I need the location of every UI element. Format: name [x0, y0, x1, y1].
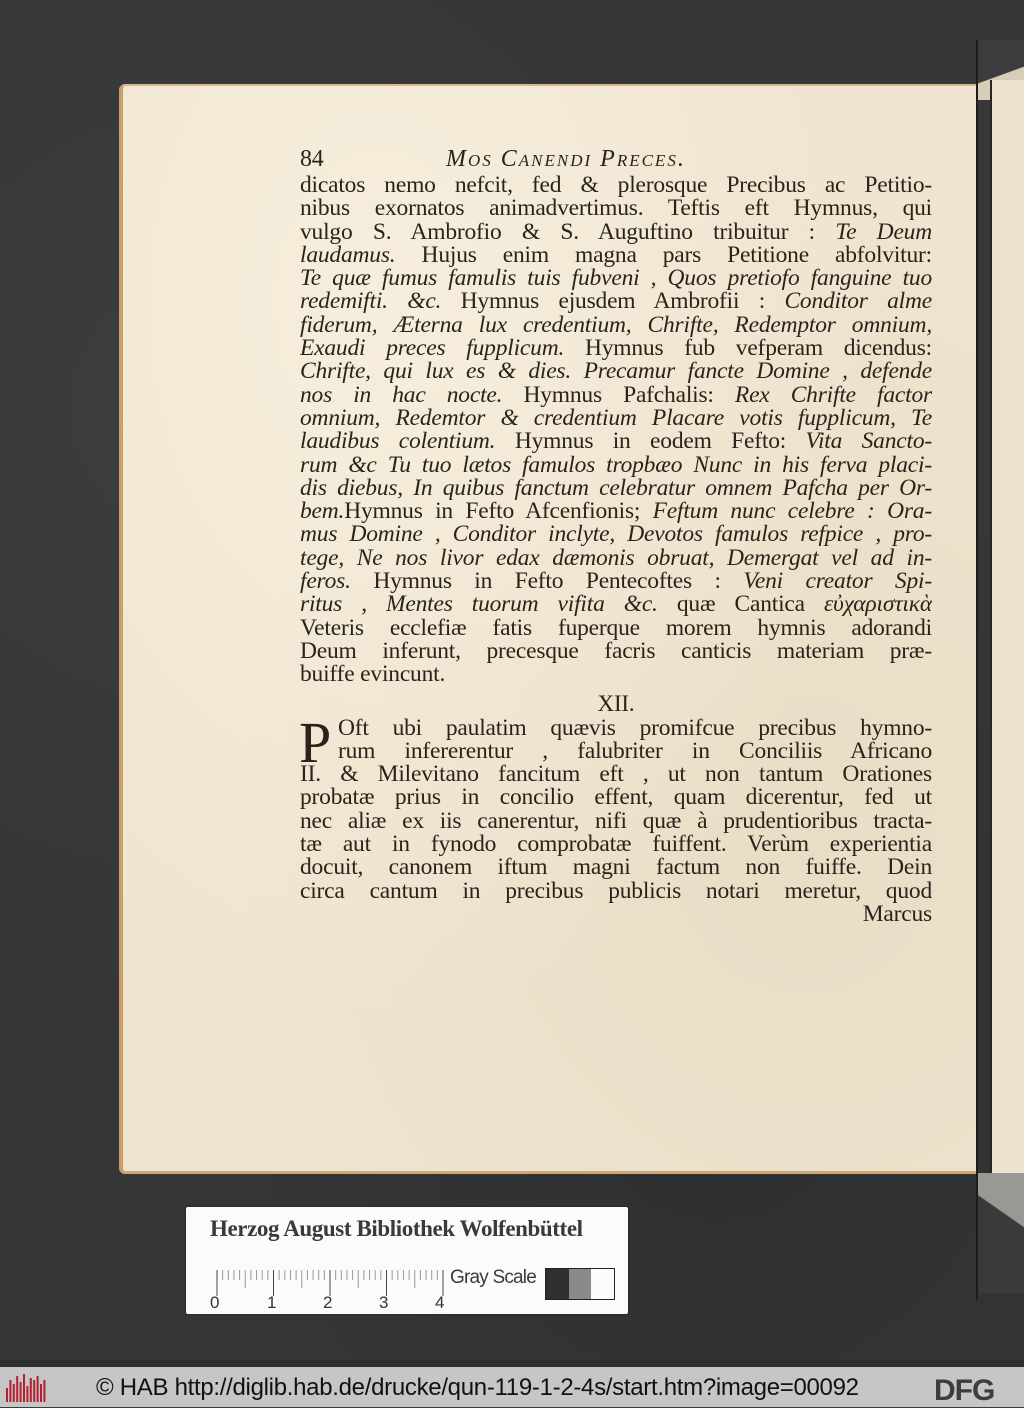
- grayscale-mid: [569, 1269, 592, 1299]
- footer-divider: [0, 1360, 1024, 1367]
- italic-run: rum &c Tu tuo lætos famulos tropbæo Nunc in his ferva placi-: [300, 453, 932, 477]
- text-line: [300, 197, 932, 220]
- text-line: [300, 337, 932, 360]
- roman-run: Hujus enim magna pars Petitione abfolvitur:: [395, 243, 932, 268]
- roman-run: Hymnus fub vefperam dicendus:: [564, 337, 932, 361]
- running-title: Mos Canendi Preces.: [446, 146, 686, 172]
- page-number: 84: [300, 146, 324, 172]
- italic-run: Feftum nunc celebre : Ora-: [652, 500, 932, 524]
- grayscale-dark: [546, 1269, 569, 1299]
- roman-run: Hymnus Pafchalis:: [502, 383, 735, 407]
- ruler-labels: [210, 1293, 450, 1311]
- grayscale-label: Gray Scale: [450, 1267, 536, 1288]
- italic-run: Te quæ fumus famulis tuis fubveni , Quos pretiofo fanguine tuo: [300, 267, 932, 291]
- drop-cap: P: [299, 709, 332, 775]
- italic-run: laudamus.: [300, 243, 396, 268]
- text-line: [300, 244, 932, 267]
- italic-run: ritus , Mentes tuorum vifita &c.: [300, 593, 658, 617]
- paragraph-hymns: [300, 174, 932, 687]
- text-line: Oft ubi paulatim quævis promifcue precibus hymno-: [338, 716, 932, 740]
- text-line: [300, 477, 932, 500]
- italic-run: mus Domine , Conditor inclyte, Devotos famulos refpice , pro-: [300, 523, 932, 547]
- italic-run: fiderum, Æterna lux credentium, Chrifte, Redemptor omnium,: [300, 313, 932, 338]
- text-line: [300, 523, 932, 546]
- text-line: [300, 663, 932, 686]
- adjacent-page-shadow: [977, 1173, 1024, 1293]
- roman-run: buiffe evincunt.: [300, 663, 446, 687]
- section-number: XII.: [597, 690, 635, 716]
- text-line: docuit, canonem iftum magni factum non fuiffe. Dein: [300, 856, 932, 880]
- roman-run: nibus exornatos animadvertimus. Teftis eft Hymnus, qui: [300, 197, 932, 221]
- roman-run: Veteris ecclefiæ fatis fuperque morem hymnis adorandi: [300, 616, 932, 640]
- italic-run: nos in hac nocte.: [300, 383, 503, 407]
- permalink[interactable]: © HAB http://diglib.hab.de/drucke/qun-119-1-2-4s/start.htm?image=00092: [96, 1374, 859, 1401]
- text-line: [300, 547, 932, 570]
- text-line: rum infererentur , falubriter in Conciliis Africano: [338, 739, 932, 764]
- text-line: [300, 174, 932, 197]
- roman-run: vulgo S. Ambrofio & S. Auguftino tribuitur :: [300, 220, 836, 244]
- roman-run: Hymnus ejusdem Ambrofii :: [441, 290, 785, 314]
- italic-run: dis diebus, In quibus fanctum celebratur omnem Pafcha per Or-: [300, 476, 932, 501]
- ruler-label: 3: [379, 1293, 389, 1312]
- italic-run: Vita Sancto-: [805, 430, 932, 454]
- paragraph-xii: [299, 709, 932, 927]
- text-line: nec aliæ ex iis canerentur, nifi quæ à prudentioribus tracta-: [300, 809, 932, 834]
- adjacent-page-edge: [990, 80, 1024, 1210]
- text-line: probatæ prius in concilio effent, quam dicerentur, fed ut: [300, 786, 932, 810]
- running-head: [300, 148, 932, 174]
- text-line: [300, 430, 932, 453]
- italic-run: omnium, Redemtor & credentium Placare votis fupplicum, Te: [300, 406, 932, 431]
- catchword: Marcus: [862, 902, 932, 927]
- italic-run: tege, Ne nos livor edax dæmonis obruat, Demergat vel ad in-: [300, 546, 932, 571]
- italic-run: εὐχαριστικὰ: [824, 593, 932, 617]
- italic-run: feros.: [300, 570, 351, 594]
- hab-logo-icon[interactable]: [5, 1374, 47, 1402]
- text-line: II. & Milevitano fancitum eft , ut non tantum Orationes: [300, 763, 932, 787]
- book-spine-line: [976, 40, 978, 1300]
- text-line: [300, 407, 932, 430]
- text-line: [300, 221, 932, 244]
- dfg-logo-icon[interactable]: DFG: [934, 1374, 995, 1407]
- text-line: [300, 384, 932, 407]
- italic-run: bem.: [300, 500, 345, 524]
- text-line: circa cantum in precibus publicis notari meretur, quod: [300, 879, 932, 903]
- roman-run: Deum inferunt, precesque facris canticis materiam præ-: [300, 639, 932, 664]
- text-line: [300, 593, 932, 616]
- grayscale-swatch: [545, 1268, 615, 1300]
- ruler-label: 1: [267, 1293, 277, 1312]
- italic-run: laudibus colentium.: [300, 430, 496, 454]
- footer-bar: [0, 1367, 1024, 1407]
- text-line: [300, 454, 932, 477]
- italic-run: Veni creator Spi-: [743, 570, 932, 594]
- text-line: [300, 500, 932, 523]
- ruler-scale-icon: [216, 1268, 444, 1296]
- text-line: tæ aut in fynodo comprobatæ fuiffent. Verùm experientia: [300, 833, 932, 857]
- italic-run: Chrifte, qui lux es & dies. Precamur fancte Domine , defende: [300, 360, 932, 384]
- italic-run: Exaudi preces fupplicum.: [300, 337, 565, 361]
- italic-run: Te Deum: [835, 220, 932, 244]
- text-line: [300, 314, 932, 337]
- text-line: [300, 267, 932, 290]
- italic-run: Rex Chrifte factor: [734, 383, 932, 407]
- roman-run: dicatos nemo nefcit, fed & plerosque Precibus ac Petitio-: [300, 174, 932, 198]
- text-line: [300, 617, 932, 640]
- ruler-label: 2: [323, 1293, 333, 1312]
- ruler-label: 0: [210, 1293, 220, 1312]
- roman-run: quæ Cantica: [657, 593, 824, 617]
- italic-run: Conditor alme: [784, 290, 932, 314]
- italic-run: redemifti. &c.: [300, 290, 442, 314]
- ruler-label: 4: [435, 1293, 445, 1312]
- library-name: Herzog August Bibliothek Wolfenbüttel: [210, 1216, 583, 1241]
- text-line: [300, 640, 932, 663]
- roman-run: Hymnus in Fefto Pentecoftes :: [350, 570, 744, 594]
- text-line: [300, 570, 932, 593]
- roman-run: Hymnus in eodem Fefto:: [495, 430, 806, 454]
- text-line: [300, 290, 932, 313]
- text-line: [300, 360, 932, 383]
- library-color-card: [186, 1207, 628, 1314]
- page-text: [300, 148, 932, 926]
- roman-run: Hymnus in Fefto Afcenfionis;: [344, 500, 653, 524]
- grayscale-light: [591, 1269, 614, 1299]
